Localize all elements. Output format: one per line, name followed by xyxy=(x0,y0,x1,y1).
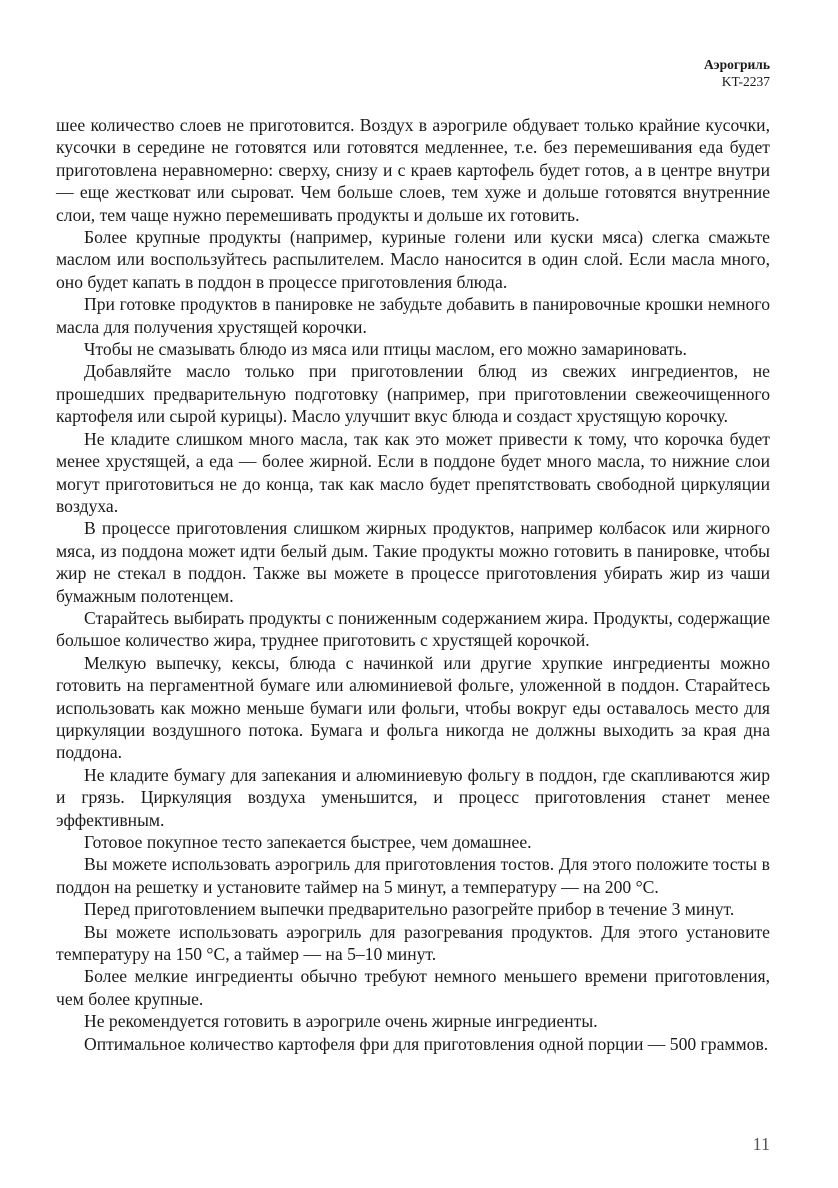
paragraph: шее количество слоев не приготовится. Воздух в аэрогриле обдувает только крайние кусочки, кусочки в середине не готовятся или готовятся медленнее, т.е. без перемешивания еда будет приготовлена неравномерно: сверху, снизу и с краев картофель будет готов, а в центре внутри — еще жестковат или сыроват. Чем больше слоев, тем хуже и дольше готовятся внутренние слои, тем чаще нужно перемешивать продукты и дольше их готовить. xyxy=(56,115,770,225)
body-text xyxy=(56,114,770,1055)
paragraph: Готовое покупное тесто запекается быстрее, чем домашнее. xyxy=(84,832,532,852)
paragraph: Чтобы не смазывать блюдо из мяса или птицы маслом, его можно замариновать. xyxy=(84,339,687,360)
page-number: 11 xyxy=(752,1134,770,1154)
paragraph: Не рекомендуется готовить в аэрогриле очень жирные ингредиенты. xyxy=(84,1011,598,1032)
header-model: KT-2237 xyxy=(721,74,770,89)
paragraph: В процессе приготовления слишком жирных продуктов, например колбасок или жирного мяса, из поддона может идти белый дым. Такие продукты можно готовить в панировке, чтобы жир не стекал в поддон. Также вы можете в процессе приготовления убирать жир из чаши бумажным полотенцем. xyxy=(56,518,770,606)
paragraph: Оптимальное количество картофеля фри для приготовления одной порции — 500 граммов. xyxy=(84,1033,769,1054)
page-header xyxy=(704,56,770,90)
paragraph: Не кладите бумагу для запекания и алюминиевую фольгу в поддон, где скапливаются жир и грязь. Циркуляция воздуха уменьшится, и процесс приготовления станет менее эффективным. xyxy=(56,764,770,830)
paragraph: Вы можете использовать аэрогриль для приготовления тостов. Для этого положите тосты в поддон на решетку и установите таймер на 5 минут, а температуру — на 200 °C. xyxy=(56,854,770,897)
paragraph: Более мелкие ингредиенты обычно требуют немного меньшего времени приготовления, чем более крупные. xyxy=(56,966,770,1009)
paragraph: Добавляйте масло только при приготовлении блюд из свежих ингредиентов, не прошедших предварительную подготовку (например, при приготовлении свежеочищенного картофеля или сырой курицы). Масло улучшит вкус блюда и создаст хрустящую корочку. xyxy=(56,361,770,427)
paragraph: При готовке продуктов в панировке не забудьте добавить в панировочные крошки немного масла для получения хрустящей корочки. xyxy=(56,294,770,337)
paragraph: Старайтесь выбирать продукты с пониженным содержанием жира. Продукты, содержащие большое количество жира, труднее приготовить с хрустящей корочкой. xyxy=(56,607,770,651)
paragraph: Не кладите слишком много масла, так как это может привести к тому, что корочка будет менее хрустящей, а еда — более жирной. Если в поддоне будет много масла, то нижние слои могут приготовиться не до конца, так как масло будет препятствовать свободной циркуляции воздуха. xyxy=(56,428,770,516)
header-title: Аэрогриль xyxy=(704,57,770,72)
paragraph: Более крупные продукты (например, куриные голени или куски мяса) слегка смажьте маслом или воспользуйтесь распылителем. Масло наносится в один слой. Если масла много, оно будет капать в поддон в процессе приготовления блюда. xyxy=(56,227,770,292)
paragraph: Перед приготовлением выпечки предварительно разогрейте прибор в течение 3 минут. xyxy=(84,899,735,920)
paragraph: Мелкую выпечку, кексы, блюда с начинкой или другие хрупкие ингредиенты можно готовить на пергаментной бумаге или алюминиевой фольге, уложенной в поддон. Старайтесь использовать как можно меньше бумаги или фольги, чтобы вокруг еды оставалось место для циркуляции воздушного потока. Бумага и фольга никогда не должны выходить за края дна поддона. xyxy=(56,652,770,763)
paragraph: Вы можете использовать аэрогриль для разогревания продуктов. Для этого установите температуру на 150 °C, а таймер — на 5–10 минут. xyxy=(56,921,770,965)
